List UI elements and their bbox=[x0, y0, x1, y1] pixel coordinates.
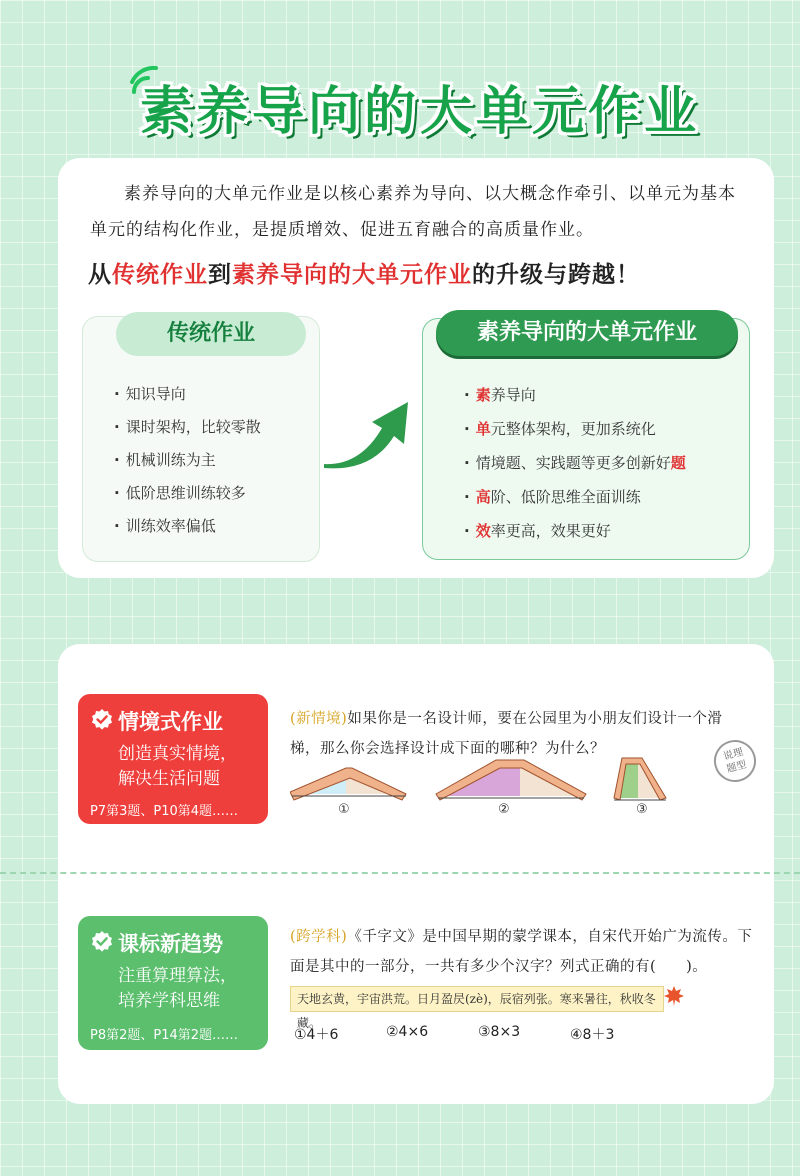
list-item bbox=[464, 412, 686, 446]
situational-tag bbox=[78, 694, 268, 824]
highlight-char: 素 bbox=[475, 386, 491, 404]
examples-card bbox=[58, 644, 774, 1104]
list-item: · 低阶思维训练较多 bbox=[114, 477, 261, 510]
slide-option-2 bbox=[436, 760, 586, 800]
list-item bbox=[464, 480, 686, 514]
slide-option-3 bbox=[614, 758, 666, 800]
list-item: · 机械训练为主 bbox=[114, 444, 261, 477]
traditional-list bbox=[114, 378, 261, 543]
slide-illustrations bbox=[290, 754, 760, 824]
item-text: 养导向 bbox=[490, 386, 536, 404]
traditional-title: 传统作业 bbox=[116, 312, 306, 356]
upgrade-prefix: 从 bbox=[88, 262, 112, 288]
list-item bbox=[464, 514, 686, 548]
check-badge-icon bbox=[90, 930, 114, 954]
list-item: · 训练效率偏低 bbox=[114, 510, 261, 543]
highlight-char: 高 bbox=[475, 488, 491, 506]
highlight-char: 题 bbox=[670, 454, 686, 472]
curriculum-ref: P8第2题、P14第2题…… bbox=[90, 1028, 239, 1043]
situational-title: 情境式作业 bbox=[118, 710, 223, 734]
highlight-char: 单 bbox=[475, 420, 491, 438]
item-text: 阶、低阶思维全面训练 bbox=[490, 488, 641, 506]
list-item bbox=[464, 378, 686, 412]
literacy-list bbox=[464, 378, 686, 548]
curriculum-line1: 注重算理算法， bbox=[118, 966, 237, 986]
upgrade-suffix: 的升级与跨越！ bbox=[472, 262, 640, 288]
item-text: 元整体架构，更加系统化 bbox=[490, 420, 656, 438]
check-badge-icon bbox=[90, 708, 114, 732]
upgrade-mid: 到 bbox=[208, 262, 232, 288]
item-text: 率更高，效果更好 bbox=[490, 522, 611, 540]
curriculum-question bbox=[290, 922, 760, 982]
question-line2: 梯，那么你会选择设计成下面的哪种？为什么？ bbox=[290, 741, 605, 757]
answer-option: ②4×6 bbox=[386, 1024, 429, 1040]
item-text: 情境题、实践题等更多创新好 bbox=[475, 454, 671, 472]
slide-option-1 bbox=[290, 768, 406, 800]
curriculum-title: 课标新趋势 bbox=[118, 932, 223, 956]
highlight-char: 效 bbox=[475, 522, 491, 540]
question-tag: (新情境) bbox=[290, 711, 348, 727]
dashed-divider bbox=[0, 872, 800, 874]
answer-option: ③8×3 bbox=[478, 1024, 521, 1040]
question-tag: (跨学科) bbox=[290, 929, 348, 945]
situational-ref: P7第3题、P10第4题…… bbox=[90, 804, 239, 819]
curriculum-tag bbox=[78, 916, 268, 1050]
situational-line2: 解决生活问题 bbox=[118, 769, 220, 789]
intro-paragraph: 素养导向的大单元作业是以核心素养为导向、以大概念作牵引、以单元为基本单元的结构化作业，是提质增效、促进五育融合的高质量作业。 bbox=[90, 184, 736, 240]
curriculum-line2: 培养学科思维 bbox=[118, 991, 220, 1011]
upgrade-heading bbox=[88, 256, 768, 289]
option-label: ① bbox=[338, 802, 350, 817]
literacy-title: 素养导向的大单元作业 bbox=[436, 310, 738, 356]
maple-leaf-icon bbox=[662, 984, 686, 1008]
curved-arrow-icon bbox=[320, 394, 420, 472]
intro-card bbox=[58, 158, 774, 578]
list-item bbox=[464, 446, 686, 480]
poem-excerpt: 天地玄黄，宇宙洪荒。日月盈昃(zè)，辰宿列张。寒来暑往，秋收冬藏。 bbox=[290, 986, 664, 1012]
answer-option: ④8＋3 bbox=[570, 1027, 615, 1043]
page-title: 素养导向的大单元作业 bbox=[140, 82, 701, 142]
option-label: ② bbox=[498, 802, 510, 817]
stamp: 说理 题型 bbox=[709, 735, 760, 786]
upgrade-from: 传统作业 bbox=[112, 262, 208, 288]
list-item: · 课时架构，比较零散 bbox=[114, 411, 261, 444]
question-line1: 如果你是一名设计师，要在公园里为小朋友们设计一个滑 bbox=[347, 711, 723, 727]
situational-line1: 创造真实情境， bbox=[118, 744, 237, 764]
answer-option: ①4＋6 bbox=[294, 1027, 339, 1043]
option-label: ③ bbox=[636, 802, 648, 817]
upgrade-to: 素养导向的大单元作业 bbox=[232, 262, 472, 288]
question-line2: 面是其中的一部分，一共有多少个汉字？列式正确的有( )。 bbox=[290, 959, 708, 975]
list-item: · 知识导向 bbox=[114, 378, 261, 411]
question-line1: 《千字文》是中国早期的蒙学课本，自宋代开始广为流传。下 bbox=[347, 929, 753, 945]
